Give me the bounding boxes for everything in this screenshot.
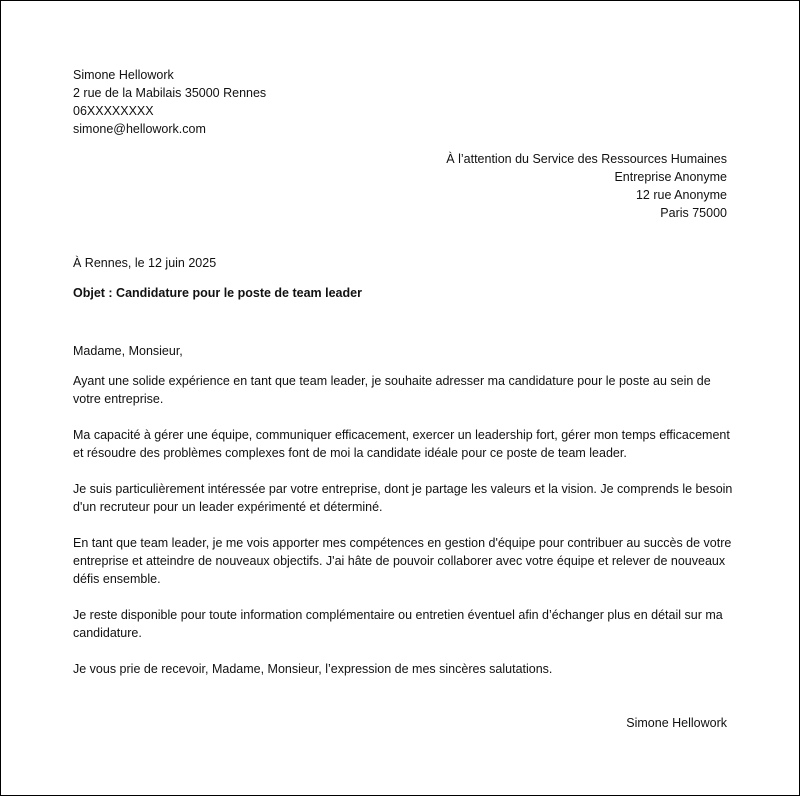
recipient-company: Entreprise Anonyme: [614, 170, 727, 184]
letter-paragraph: Ayant une solide expérience en tant que team leader, je souhaite adresser ma candidature pour le poste au sein de votre entreprise.: [73, 374, 711, 406]
letter-subject: Objet : Candidature pour le poste de team leader: [73, 286, 362, 300]
sender-phone: 06XXXXXXXX: [73, 104, 154, 118]
letter-paragraph: Ma capacité à gérer une équipe, communiquer efficacement, exercer un leadership fort, gérer mon temps efficacement et résoudre des problèmes complexes font de moi la candidate idéale pour ce poste de team leader.: [73, 428, 730, 460]
recipient-block: [446, 150, 727, 222]
recipient-street: 12 rue Anonyme: [635, 188, 727, 202]
letter-paragraph: Je reste disponible pour toute information complémentaire ou entretien éventuel afin d’échanger plus en détail sur ma candidature.: [73, 608, 723, 640]
sender-block: [73, 66, 266, 138]
recipient-city: Paris 75000: [660, 206, 727, 220]
sender-name: Simone Hellowork: [73, 68, 174, 82]
sender-email: simone@hellowork.com: [73, 122, 206, 136]
letter-paragraph: En tant que team leader, je me vois apporter mes compétences en gestion d'équipe pour contribuer au succès de votre entreprise et atteindre de nouveaux objectifs. J'ai hâte de pouvoir collaborer avec votre équipe et relever de nouveaux défis ensemble.: [73, 536, 732, 586]
letter-paragraph: Je suis particulièrement intéressée par votre entreprise, dont je partage les valeurs et la vision. Je comprends le besoin d'un recruteur pour un leader expérimenté et déterminé.: [73, 482, 733, 514]
sender-address: 2 rue de la Mabilais 35000 Rennes: [73, 86, 267, 100]
letter-date: À Rennes, le 12 juin 2025: [73, 256, 217, 270]
letter-salutation: Madame, Monsieur,: [73, 344, 183, 358]
letter-closing: Je vous prie de recevoir, Madame, Monsieur, l’expression de mes sincères salutations.: [73, 662, 553, 676]
recipient-attention: À l’attention du Service des Ressources Humaines: [446, 152, 727, 166]
letter-signature: Simone Hellowork: [626, 716, 727, 730]
